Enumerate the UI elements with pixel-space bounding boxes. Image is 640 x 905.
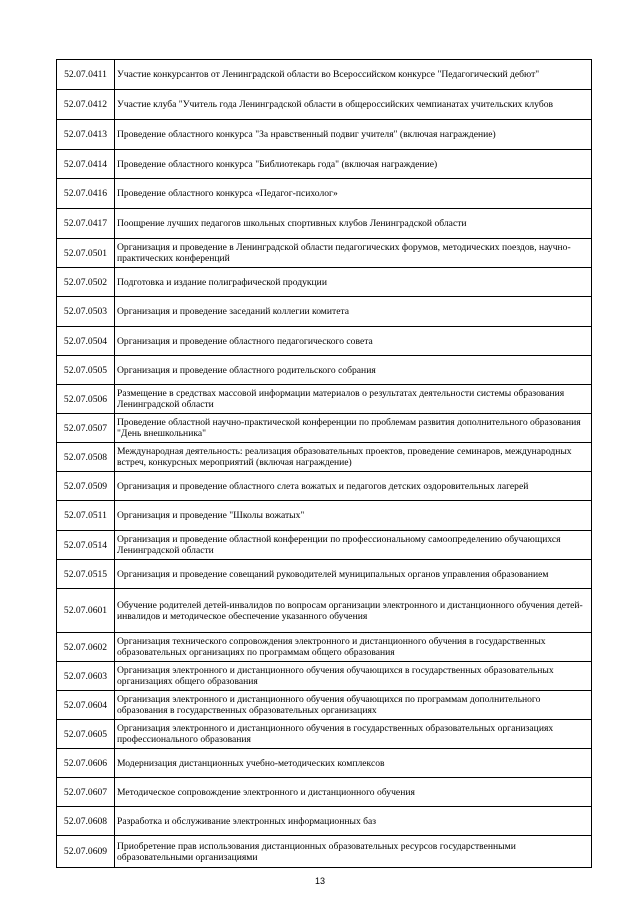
description-cell: Организация электронного и дистанционного обучения обучающихся в государственных образовательных организациях общего образования [115, 662, 592, 691]
description-cell: Организация и проведение областного слета вожатых и педагогов детских оздоровительных лагерей [115, 472, 592, 501]
code-cell: 52.07.0507 [57, 414, 115, 443]
code-cell: 52.07.0505 [57, 356, 115, 385]
description-cell: Организация и проведение областного родительского собрания [115, 356, 592, 385]
code-cell: 52.07.0412 [57, 90, 115, 120]
table-row [57, 560, 592, 589]
table-row [57, 662, 592, 691]
code-cell: 52.07.0417 [57, 209, 115, 239]
table-row [57, 589, 592, 633]
code-cell: 52.07.0601 [57, 589, 115, 633]
table-row [57, 209, 592, 239]
description-cell: Международная деятельность: реализация образовательных проектов, проведение семинаров, международных встреч, конкурсных мероприятий (включая награждение) [115, 443, 592, 472]
code-cell: 52.07.0604 [57, 691, 115, 720]
code-cell: 52.07.0506 [57, 385, 115, 414]
code-cell: 52.07.0416 [57, 179, 115, 209]
code-cell: 52.07.0603 [57, 662, 115, 691]
description-cell: Проведение областного конкурса "Библиотекарь года" (включая награждение) [115, 150, 592, 179]
description-cell: Организация и проведение совещаний руководителей муниципальных органов управления образованием [115, 560, 592, 589]
code-cell: 52.07.0607 [57, 778, 115, 807]
description-cell: Приобретение прав использования дистанционных образовательных ресурсов государственными образовательными организациями [115, 836, 592, 868]
description-cell: Методическое сопровождение электронного и дистанционного обучения [115, 778, 592, 807]
code-cell: 52.07.0515 [57, 560, 115, 589]
table-row [57, 749, 592, 778]
table-row [57, 385, 592, 414]
budget-codes-table [56, 59, 592, 868]
description-cell: Поощрение лучших педагогов школьных спортивных клубов Ленинградской области [115, 209, 592, 239]
table-row [57, 691, 592, 720]
table-row [57, 633, 592, 662]
table-row [57, 179, 592, 209]
code-cell: 52.07.0508 [57, 443, 115, 472]
table-row [57, 60, 592, 90]
description-cell: Проведение областного конкурса «Педагог-психолог» [115, 179, 592, 209]
description-cell: Проведение областной научно-практической конференции по проблемам развития дополнительного образования "День внешкольника" [115, 414, 592, 443]
description-cell: Разработка и обслуживание электронных информационных баз [115, 807, 592, 836]
code-cell: 52.07.0414 [57, 150, 115, 179]
description-cell: Размещение в средствах массовой информации материалов о результатах деятельности системы образования Ленинградской области [115, 385, 592, 414]
description-cell: Организация технического сопровождения электронного и дистанционного обучения в государственных образовательных организациях по программам общего образования [115, 633, 592, 662]
code-cell: 52.07.0606 [57, 749, 115, 778]
code-cell: 52.07.0503 [57, 297, 115, 327]
code-cell: 52.07.0608 [57, 807, 115, 836]
table-row [57, 356, 592, 385]
table-row [57, 443, 592, 472]
description-cell: Модернизация дистанционных учебно-методических комплексов [115, 749, 592, 778]
description-cell: Подготовка и издание полиграфической продукции [115, 268, 592, 297]
description-cell: Организация и проведение областного педагогического совета [115, 327, 592, 356]
table-row [57, 778, 592, 807]
description-cell: Организация и проведение "Школы вожатых" [115, 501, 592, 531]
table-row [57, 120, 592, 150]
table-row [57, 472, 592, 501]
description-cell: Участие клуба "Учитель года Ленинградской области в общероссийских чемпианатах учительских клубов [115, 90, 592, 120]
code-cell: 52.07.0413 [57, 120, 115, 150]
table-row [57, 531, 592, 560]
table-row [57, 268, 592, 297]
code-cell: 52.07.0602 [57, 633, 115, 662]
code-cell: 52.07.0509 [57, 472, 115, 501]
description-cell: Организация и проведение заседаний коллегии комитета [115, 297, 592, 327]
table-row [57, 836, 592, 868]
page-number: 13 [314, 876, 325, 886]
code-cell: 52.07.0511 [57, 501, 115, 531]
description-cell: Проведение областного конкурса "За нравственный подвиг учителя" (включая награждение) [115, 120, 592, 150]
code-cell: 52.07.0504 [57, 327, 115, 356]
description-cell: Организация электронного и дистанционного обучения в государственных образовательных организациях профессионального образования [115, 720, 592, 749]
code-cell: 52.07.0609 [57, 836, 115, 868]
code-cell: 52.07.0502 [57, 268, 115, 297]
table-row [57, 327, 592, 356]
code-cell: 52.07.0501 [57, 239, 115, 268]
code-cell: 52.07.0411 [57, 60, 115, 90]
table-row [57, 150, 592, 179]
description-cell: Участие конкурсантов от Ленинградской области во Всероссийском конкурсе "Педагогический дебют" [115, 60, 592, 90]
description-cell: Организация и проведение областной конференции по профессиональному самоопределению обучающихся Ленинградской области [115, 531, 592, 560]
table-row [57, 297, 592, 327]
table-row [57, 90, 592, 120]
description-cell: Организация электронного и дистанционного обучения обучающихся по программам дополнительного образования в государственных образовательных организациях [115, 691, 592, 720]
description-cell: Организация и проведение в Ленинградской области педагогических форумов, методических поездов, научно-практических конференций [115, 239, 592, 268]
code-cell: 52.07.0514 [57, 531, 115, 560]
description-cell: Обучение родителей детей-инвалидов по вопросам организации электронного и дистанционного обучения детей-инвалидов и методическое обеспечение указанного обучения [115, 589, 592, 633]
code-cell: 52.07.0605 [57, 720, 115, 749]
table-row [57, 807, 592, 836]
table-row [57, 239, 592, 268]
table-row [57, 414, 592, 443]
table-row [57, 720, 592, 749]
table-row [57, 501, 592, 531]
